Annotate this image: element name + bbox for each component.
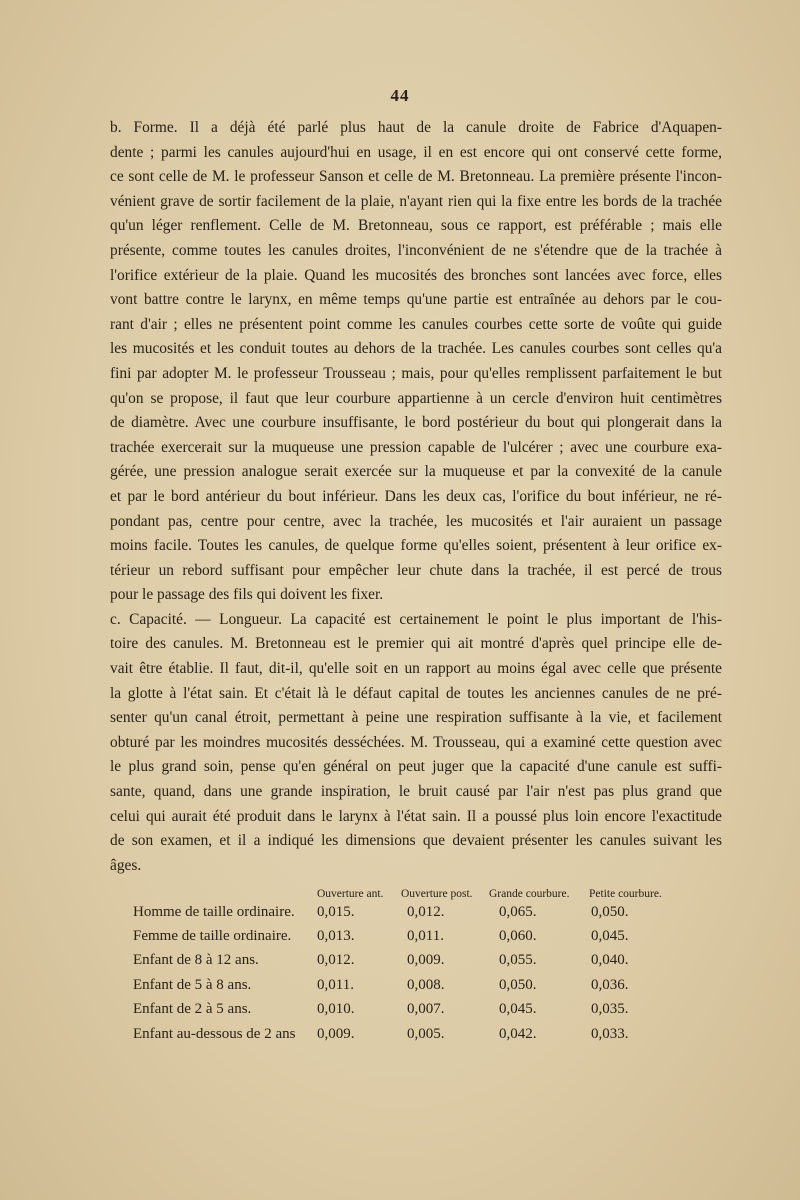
page-number: 44 (390, 86, 410, 105)
column-header: Ouverture post. (401, 888, 473, 900)
text-line: celui qui aurait été produit dans le larynx à l'état sain. Il a poussé plus loin encore l'exactitude (110, 807, 722, 825)
table-cell: 0,055. (499, 952, 537, 969)
table-row (133, 973, 693, 997)
table-cell: 0,036. (591, 976, 629, 993)
text-line: vénient grave de sortir facilement de la plaie, n'ayant rien qui la fixe entre les bords de la trachée (110, 192, 722, 210)
table-cell: 0,013. (317, 928, 355, 945)
table-cell: 0,011. (317, 976, 354, 993)
text-line: obturé par les moindres mucosités desséchées. M. Trousseau, qui a examiné cette question avec (110, 733, 722, 751)
text-line: qu'on se propose, il faut que leur courbure appartienne à un cercle d'environ huit centimètres (110, 389, 722, 407)
table-row (133, 1022, 693, 1046)
table-row (133, 900, 693, 924)
table-cell: 0,011. (407, 928, 444, 945)
table-header (133, 878, 693, 900)
table-cell: 0,010. (317, 1001, 355, 1018)
table-cell: 0,009. (317, 1025, 355, 1042)
text-line: de diamètre. Avec une courbure insuffisante, le bord postérieur du bout qui plongerait dans la (110, 414, 722, 432)
row-label: Enfant au-dessous de 2 ans (133, 1025, 296, 1042)
table-cell: 0,007. (407, 1001, 445, 1018)
text-line: ce sont celle de M. le professeur Sanson et celle de M. Bretonneau. La première présente l'incon- (110, 168, 722, 186)
text-line: vont battre contre le larynx, en même temps qu'une partie est entraînée au dehors par le cou- (110, 291, 722, 309)
text-line: le plus grand soin, pense qu'en général on peut juger que la capacité d'une canule est suffi- (110, 758, 722, 776)
text-line: dente ; parmi les canules aujourd'hui en usage, il en est encore qui ont conservé cette forme, (110, 143, 722, 161)
text-line: et par le bord antérieur du bout inférieur. Dans les deux cas, l'orifice du bout inférieur, ne ré- (110, 487, 722, 505)
table-cell: 0,060. (499, 928, 537, 945)
table-cell: 0,033. (591, 1025, 629, 1042)
table-cell: 0,040. (591, 952, 629, 969)
row-label: Enfant de 5 à 8 ans. (133, 976, 252, 993)
table-row (133, 998, 693, 1022)
dimensions-table (133, 878, 693, 1046)
column-header: Ouverture ant. (317, 888, 384, 900)
text-line: c. Capacité. — Longueur. La capacité est certainement le point le plus important de l'his- (110, 610, 722, 628)
table-row (133, 949, 693, 973)
table-cell: 0,008. (407, 976, 445, 993)
text-line: les mucosités et les conduit toutes au dehors de la trachée. Les canules courbes sont celles qu'a (110, 340, 722, 358)
text-line: moins facile. Toutes les canules, de quelque forme qu'elles soient, présentent à leur orifice ex- (110, 537, 722, 555)
text-line: trachée exercerait sur la muqueuse une pression capable de l'ulcérer ; avec une courbure exa- (110, 438, 722, 456)
text-line: la glotte à l'état sain. Et c'était là le défaut capital de toutes les anciennes canules de ne pré- (110, 684, 722, 702)
table-cell: 0,015. (317, 903, 355, 920)
text-line: sante, quand, dans une grande inspiration, le bruit causé par l'air n'est pas plus grand que (110, 783, 722, 801)
text-line: l'orifice extérieur de la plaie. Quand les mucosités des bronches sont lancées avec force, elles (110, 266, 722, 284)
text-line: térieur un rebord suffisant pour empêcher leur chute dans la trachée, il est percé de trous (110, 561, 722, 579)
row-label: Enfant de 8 à 12 ans. (133, 952, 259, 969)
text-line: rant d'air ; elles ne présentent point comme les canules courbes cette sorte de voûte qui guide (110, 315, 722, 333)
table-cell: 0,050. (591, 903, 629, 920)
text-line: présente, comme toutes les canules droites, l'inconvénient de ne s'étendre que de la trachée à (110, 241, 722, 259)
table-row (133, 924, 693, 948)
text-line: pour le passage des fils qui doivent les fixer. (110, 586, 384, 604)
text-line: fini par adopter M. le professeur Trousseau ; mais, pour qu'elles remplissent parfaitement le but (110, 364, 722, 382)
table-cell: 0,035. (591, 1001, 629, 1018)
table-cell: 0,042. (499, 1025, 537, 1042)
text-line: de son examen, et il a indiqué les dimensions que devaient présenter les canules suivant les (110, 832, 722, 850)
text-line: pondant pas, centre pour centre, avec la trachée, les mucosités et l'air auraient un passage (110, 512, 722, 530)
table-cell: 0,065. (499, 903, 537, 920)
table-cell: 0,045. (591, 928, 629, 945)
table-cell: 0,050. (499, 976, 537, 993)
table-cell: 0,005. (407, 1025, 445, 1042)
text-line: qu'un léger renflement. Celle de M. Bretonneau, sous ce rapport, est préférable ; mais elle (110, 217, 722, 235)
table-cell: 0,045. (499, 1001, 537, 1018)
table-cell: 0,012. (317, 952, 355, 969)
text-line: toire des canules. M. Bretonneau est le premier qui ait montré d'après quel principe elle de- (110, 635, 722, 653)
table-cell: 0,009. (407, 952, 445, 969)
body-text (110, 116, 722, 878)
text-line: âges. (110, 856, 142, 874)
text-line: senter qu'un canal étroit, permettant à peine une respiration suffisante à la vie, et facilement (110, 709, 722, 727)
text-line: gérée, une pression analogue serait exercée sur la muqueuse et par la convexité de la canule (110, 463, 722, 481)
text-line: vait être établie. Il faut, dit-il, qu'elle soit en un rapport au moins égal avec celle que présente (110, 660, 722, 678)
text-line: b. Forme. Il a déjà été parlé plus haut de la canule droite de Fabrice d'Aquapen- (110, 119, 722, 136)
row-label: Femme de taille ordinaire. (133, 928, 292, 945)
row-label: Enfant de 2 à 5 ans. (133, 1001, 252, 1018)
row-label: Homme de taille ordinaire. (133, 903, 295, 920)
column-header: Grande courbure. (489, 888, 570, 900)
column-header: Petite courbure. (589, 888, 662, 900)
table-cell: 0,012. (407, 903, 445, 920)
